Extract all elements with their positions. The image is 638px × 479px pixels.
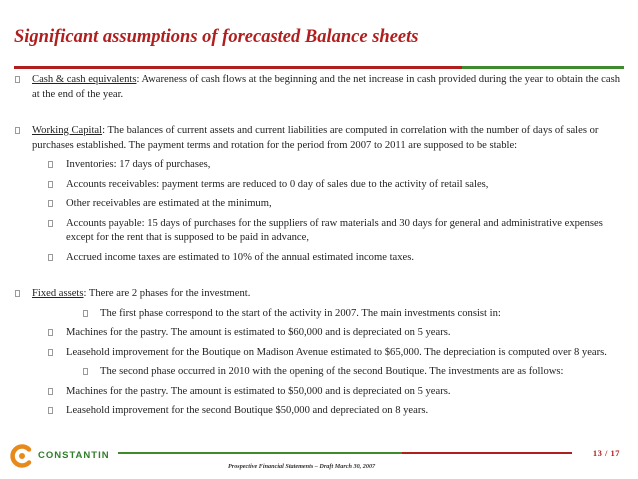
list-item: Accounts receivables: payment terms are reduced to 0 day of sales due to the activity of retail sales,: [14, 178, 622, 193]
bullet-icon: [15, 127, 20, 134]
title-rule-red: [14, 66, 462, 69]
list-item: Leasehold improvement for the second Boutique $50,000 and depreciated on 8 years.: [14, 404, 622, 419]
content-body: [14, 73, 622, 419]
bullet-cash: [14, 73, 622, 102]
list-item: Inventories: 17 days of purchases,: [14, 158, 622, 173]
page-number: 13 / 17: [592, 448, 620, 458]
bullet-icon: [48, 349, 53, 356]
phase-1: The first phase correspond to the start of the activity in 2007. The main investments consist in:: [14, 307, 622, 322]
list-item: Machines for the pastry. The amount is estimated to $50,000 and is depreciated on 5 years.: [14, 385, 622, 400]
footer-note: Prospective Financial Statements – Draft March 30, 2007: [228, 463, 376, 470]
cash-key: Cash & cash equivalents: [32, 74, 137, 85]
bullet-icon: [48, 407, 53, 414]
list-item: Leasehold improvement for the Boutique on Madison Avenue estimated to $65,000. The depreciation is computed over 8 years.: [14, 346, 622, 361]
fixed-assets-text: : There are 2 phases for the investment.: [83, 288, 251, 299]
list-item: Other receivables are estimated at the minimum,: [14, 197, 622, 212]
bullet-icon: [83, 310, 88, 317]
bullet-working-capital: [14, 124, 622, 153]
cash-text: : Awareness of cash flows at the beginning and the net increase in cash provided during the year to obtain the cash at the end of the year.: [32, 74, 620, 100]
fixed-assets-key: Fixed assets: [32, 288, 84, 299]
footer-rule-red: [402, 452, 572, 454]
bullet-icon: [48, 220, 53, 227]
bullet-icon: [15, 290, 20, 297]
list-item: Machines for the pastry. The amount is estimated to $60,000 and is depreciated on 5 years.: [14, 326, 622, 341]
logo-mark-icon: [10, 444, 34, 468]
footer-rule-green: [118, 452, 402, 454]
bullet-icon: [83, 368, 88, 375]
bullet-fixed-assets: [14, 287, 622, 302]
working-capital-text: : The balances of current assets and current liabilities are computed in correlation with the number of days of sales or purchases established. The payment terms and rotation for the period from 2007 to 2011 are supposed to be stable:: [32, 125, 599, 151]
bullet-icon: [48, 388, 53, 395]
list-item: Accrued income taxes are estimated to 10% of the annual estimated income taxes.: [14, 251, 622, 266]
list-item: Accounts payable: 15 days of purchases for the suppliers of raw materials and 30 days for general and administrative expenses except for the rent that is supposed to be paid in advance,: [14, 217, 622, 246]
bullet-icon: [48, 254, 53, 261]
page-title: Significant assumptions of forecasted Balance sheets: [14, 27, 419, 47]
bullet-icon: [15, 76, 20, 83]
working-capital-key: Working Capital: [32, 125, 103, 136]
bullet-icon: [48, 181, 53, 188]
phase-2: The second phase occurred in 2010 with the opening of the second Boutique. The investments are as follows:: [14, 365, 622, 380]
bullet-icon: [48, 329, 53, 336]
constantin-logo: [10, 444, 110, 470]
title-rule-green: [462, 66, 624, 69]
bullet-icon: [48, 161, 53, 168]
bullet-icon: [48, 200, 53, 207]
logo-text: CONSTANTIN: [38, 450, 110, 461]
